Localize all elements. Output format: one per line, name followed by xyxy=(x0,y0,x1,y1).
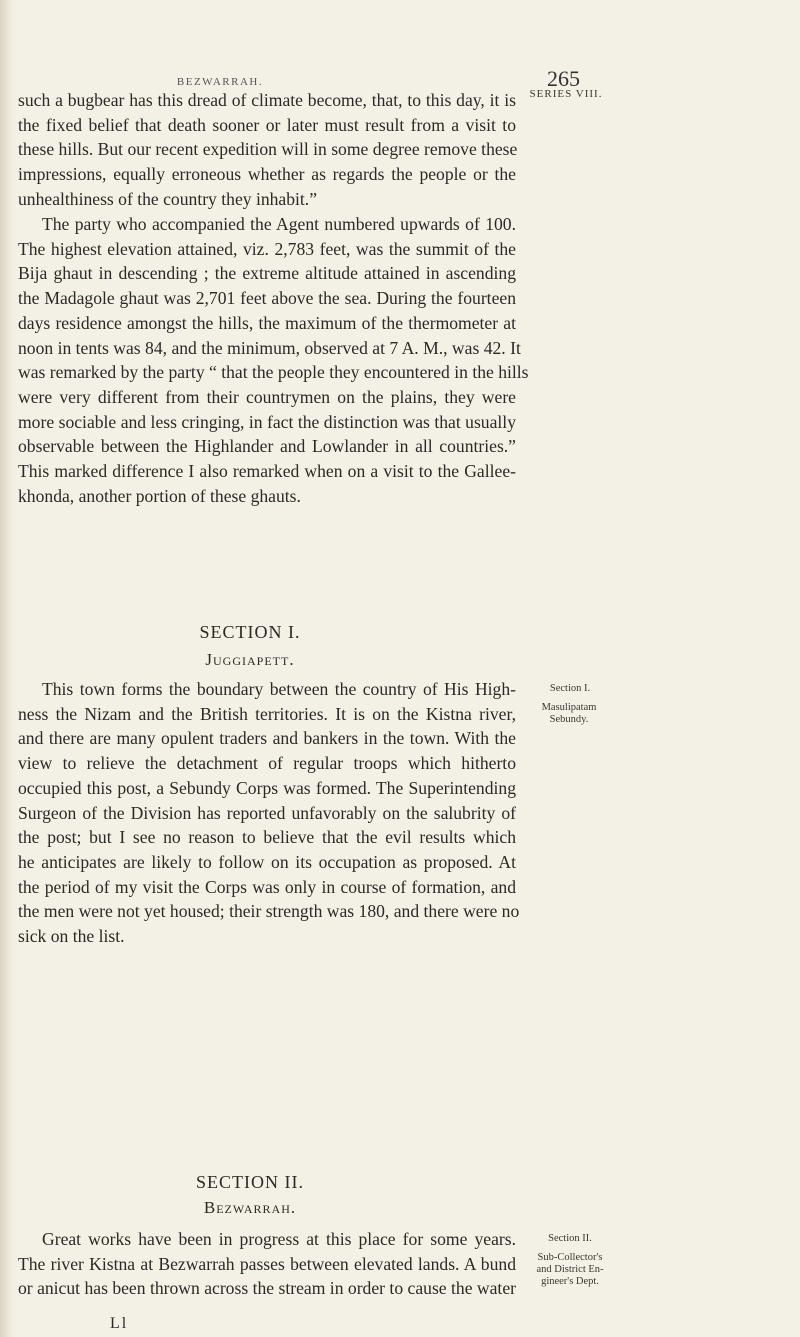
text-line: the post; but I see no reason to believe that the evil results which xyxy=(18,827,516,848)
text-line: Bija ghaut in descending ; the extreme altitude attained in ascending xyxy=(18,263,516,284)
margin-note-section-1-places: Masulipatam Sebundy. xyxy=(541,702,597,725)
section-2-title: SECTION II. xyxy=(196,1172,304,1192)
text-line: The highest elevation attained, viz. 2,783 feet, was the summit of the xyxy=(18,238,516,259)
text-line: more sociable and less cringing, in fact the distinction was that usually xyxy=(18,411,516,432)
intro-paragraph xyxy=(18,88,516,212)
text-line: ness the Nizam and the British territories. It is on the Kistna river, xyxy=(18,703,516,724)
text-line: noon in tents was 84, and the minimum, observed at 7 A. M., was 42. It xyxy=(18,337,521,358)
margin-note-section-1: Section I. xyxy=(549,683,591,694)
margin-note-line: gineer's Dept. xyxy=(541,1276,599,1287)
text-line: Great works have been in progress at this place for some years. xyxy=(42,1229,516,1249)
section-2-paragraph xyxy=(18,1227,516,1301)
text-line: the men were not yet housed; their strength was 180, and there were no xyxy=(18,901,520,922)
margin-note-line: and District En- xyxy=(536,1264,604,1275)
text-line: sick on the list. xyxy=(18,926,125,947)
text-line: This town forms the boundary between the country of His High- xyxy=(42,679,516,699)
section-1-title: SECTION I. xyxy=(199,622,301,642)
text-line: The party who accompanied the Agent numbered upwards of 100. xyxy=(42,214,516,234)
text-line: the Madagole ghaut was 2,701 feet above the sea. During the fourteen xyxy=(18,288,516,309)
text-line: was remarked by the party “ that the people they encountered in the hills xyxy=(18,362,529,383)
text-line: days residence amongst the hills, the maximum of the thermometer at xyxy=(18,312,516,333)
margin-note-line: Sub-Collector's xyxy=(537,1252,603,1263)
section-2-subtitle: Bezwarrah. xyxy=(203,1198,297,1217)
text-line: impressions, equally erroneous whether as regards the people or the xyxy=(18,164,516,185)
text-line: he anticipates are likely to follow on its occupation as proposed. At xyxy=(18,851,516,872)
text-line: such a bugbear has this dread of climate become, that, to this day, it is xyxy=(18,90,516,110)
text-line: were very different from their countrymen on the plains, they were xyxy=(18,386,516,407)
text-line: or anicut has been thrown across the stream in order to cause the water xyxy=(18,1278,516,1299)
section-1-paragraph xyxy=(18,677,520,949)
margin-note-series: SERIES VIII. xyxy=(529,88,603,100)
running-head: BEZWARRAH. xyxy=(176,76,264,88)
signature-mark: Ll xyxy=(110,1315,129,1332)
text-line: This marked difference I also remarked when on a visit to the Gallee- xyxy=(18,461,516,482)
text-line: occupied this post, a Sebundy Corps was formed. The Superintending xyxy=(18,777,516,798)
text-line: Surgeon of the Division has reported unfavorably on the salubrity of xyxy=(18,802,516,823)
party-paragraph xyxy=(18,212,529,508)
text-line: the fixed belief that death sooner or later must result from a visit to xyxy=(18,114,516,135)
text-line: and there are many opulent traders and bankers in the town. With the xyxy=(18,728,516,749)
page-number: 265 xyxy=(547,66,580,91)
text-line: observable between the Highlander and Lowlander in all countries.” xyxy=(18,436,516,457)
text-line: The river Kistna at Bezwarrah passes between elevated lands. A bund xyxy=(18,1253,516,1274)
section-1-subtitle: Juggiapett. xyxy=(205,650,295,669)
text-line: the period of my visit the Corps was only in course of formation, and xyxy=(18,876,516,897)
margin-note-section-2: Section II. xyxy=(548,1233,592,1244)
text-line: these hills. But our recent expedition will in some degree remove these xyxy=(18,139,518,160)
text-line: khonda, another portion of these ghauts. xyxy=(18,485,301,506)
margin-note-section-2-detail xyxy=(524,1252,616,1288)
text-line: view to relieve the detachment of regular troops which hitherto xyxy=(18,753,516,774)
text-line: unhealthiness of the country they inhabit.” xyxy=(18,188,318,209)
